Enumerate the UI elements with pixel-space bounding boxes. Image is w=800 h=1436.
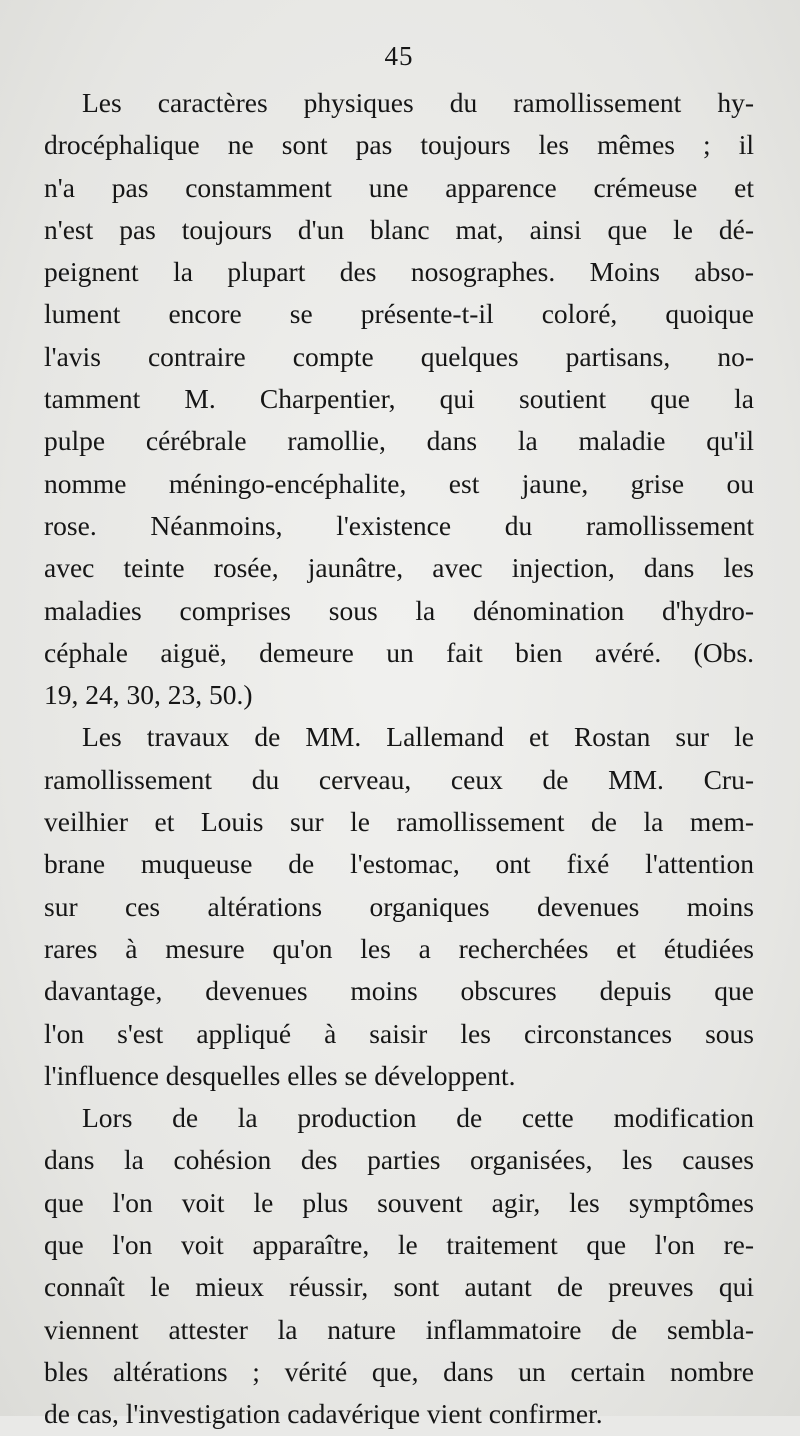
paragraph-1 <box>44 82 754 716</box>
text-line: 19, 24, 30, 23, 50.) <box>44 679 253 711</box>
text-line: veilhier et Louis sur le ramollissement de la mem- <box>44 806 754 838</box>
text-line: l'influence desquelles elles se développent. <box>44 1059 516 1091</box>
text-line: que l'on voit apparaître, le traitement que l'on re- <box>44 1229 754 1261</box>
page-number: 45 <box>384 41 414 71</box>
text-line: davantage, devenues moins obscures depuis que <box>44 975 754 1007</box>
text-line: peignent la plupart des nosographes. Moins abso- <box>44 256 754 288</box>
text-line: n'a pas constamment une apparence crémeuse et <box>44 171 754 203</box>
text-line: ramollissement du cerveau, ceux de MM. Cru- <box>44 763 754 795</box>
text-line: Lors de la production de cette modification <box>82 1102 754 1134</box>
text-line: l'avis contraire compte quelques partisans, no- <box>44 340 754 372</box>
text-line: pulpe cérébrale ramollie, dans la maladie qu'il <box>44 425 754 457</box>
text-line: dans la cohésion des parties organisées, les causes <box>44 1144 754 1176</box>
text-line: lument encore se présente-t-il coloré, quoique <box>44 298 754 330</box>
text-line: bles altérations ; vérité que, dans un certain nombre <box>44 1355 754 1387</box>
text-line: sur ces altérations organiques devenues moins <box>44 890 754 922</box>
paragraph-3 <box>44 1097 754 1435</box>
text-line: brane muqueuse de l'estomac, ont fixé l'attention <box>44 848 754 880</box>
text-line: rares à mesure qu'on les a recherchées et étudiées <box>44 932 754 964</box>
text-line: rose. Néanmoins, l'existence du ramollissement <box>44 509 754 541</box>
text-line: de cas, l'investigation cadavérique vient confirmer. <box>44 1398 603 1430</box>
text-line: tamment M. Charpentier, qui soutient que la <box>44 383 754 415</box>
paragraph-2 <box>44 716 754 1097</box>
text-line: céphale aiguë, demeure un fait bien avéré. (Obs. <box>44 636 754 668</box>
text-line: Les travaux de MM. Lallemand et Rostan sur le <box>82 721 754 753</box>
text-line: viennent attester la nature inflammatoire de sembla- <box>44 1313 754 1345</box>
text-line: avec teinte rosée, jaunâtre, avec injection, dans les <box>44 552 754 584</box>
text-line: maladies comprises sous la dénomination d'hydro- <box>44 594 754 626</box>
text-line: nomme méningo-encéphalite, est jaune, grise ou <box>44 467 754 499</box>
text-line: l'on s'est appliqué à saisir les circonstances sous <box>44 1017 754 1049</box>
text-line: n'est pas toujours d'un blanc mat, ainsi que le dé- <box>44 213 754 245</box>
body-text <box>44 82 754 1436</box>
text-line: connaît le mieux réussir, sont autant de preuves qui <box>44 1271 754 1303</box>
text-line: que l'on voit le plus souvent agir, les symptômes <box>44 1186 754 1218</box>
text-line: drocéphalique ne sont pas toujours les mêmes ; il <box>44 129 754 161</box>
text-line: Les caractères physiques du ramollissement hy- <box>82 87 754 118</box>
